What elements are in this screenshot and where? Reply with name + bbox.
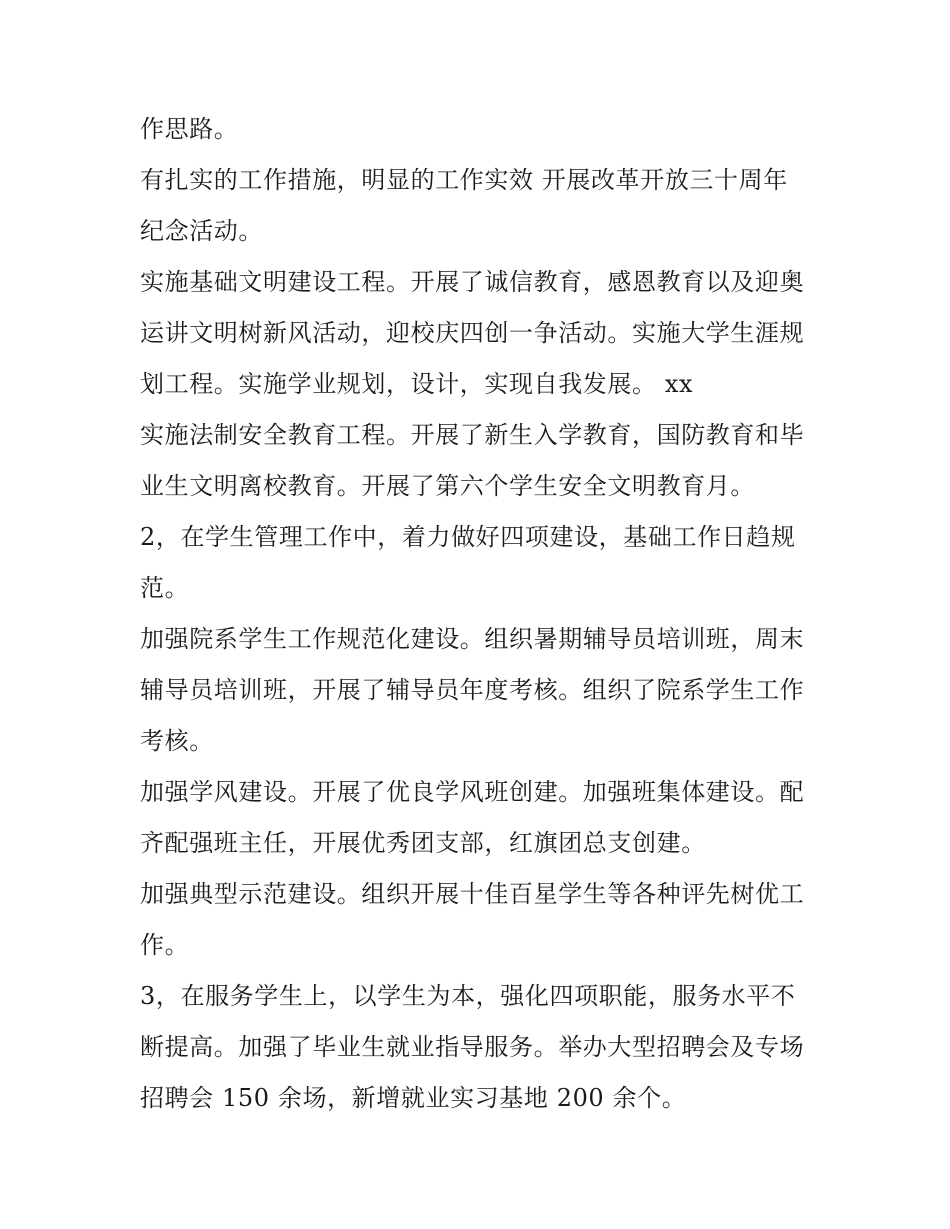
text-line: 纪念活动。 xyxy=(140,217,263,245)
text-line: 作。 xyxy=(140,931,190,959)
text-line: 辅导员培训班，开展了辅导员年度考核。组织了院系学生工作 xyxy=(140,676,805,704)
text-line: 招聘会 150 余场，新增就业实习基地 200 余个。 xyxy=(140,1084,687,1112)
text-line: 实施法制安全教育工程。开展了新生入学教育，国防教育和毕 xyxy=(140,421,805,449)
text-line: 3，在服务学生上，以学生为本，强化四项职能，服务水平不 xyxy=(140,982,796,1010)
text-line: 范。 xyxy=(140,574,190,602)
text-line: 2，在学生管理工作中，着力做好四项建设，基础工作日趋规 xyxy=(140,523,796,551)
text-line: 考核。 xyxy=(140,727,214,755)
text-line: 有扎实的工作措施，明显的工作实效 开展改革开放三十周年 xyxy=(140,166,788,194)
text-line: 实施基础文明建设工程。开展了诚信教育，感恩教育以及迎奥 xyxy=(140,268,805,296)
text-line: 划工程。实施学业规划，设计，实现自我发展。 xx xyxy=(140,370,694,398)
body-text xyxy=(140,104,820,1124)
text-line: 加强典型示范建设。组织开展十佳百星学生等各种评先树优工 xyxy=(140,880,805,908)
text-line: 加强院系学生工作规范化建设。组织暑期辅导员培训班，周末 xyxy=(140,625,805,653)
text-line: 加强学风建设。开展了优良学风班创建。加强班集体建设。配 xyxy=(140,778,805,806)
text-line: 运讲文明树新风活动，迎校庆四创一争活动。实施大学生涯规 xyxy=(140,319,805,347)
text-line: 断提高。加强了毕业生就业指导服务。举办大型招聘会及专场 xyxy=(140,1033,805,1061)
text-line: 作思路。 xyxy=(140,115,239,143)
text-line: 齐配强班主任，开展优秀团支部，红旗团总支创建。 xyxy=(140,829,706,857)
text-line: 业生文明离校教育。开展了第六个学生安全文明教育月。 xyxy=(140,472,755,500)
